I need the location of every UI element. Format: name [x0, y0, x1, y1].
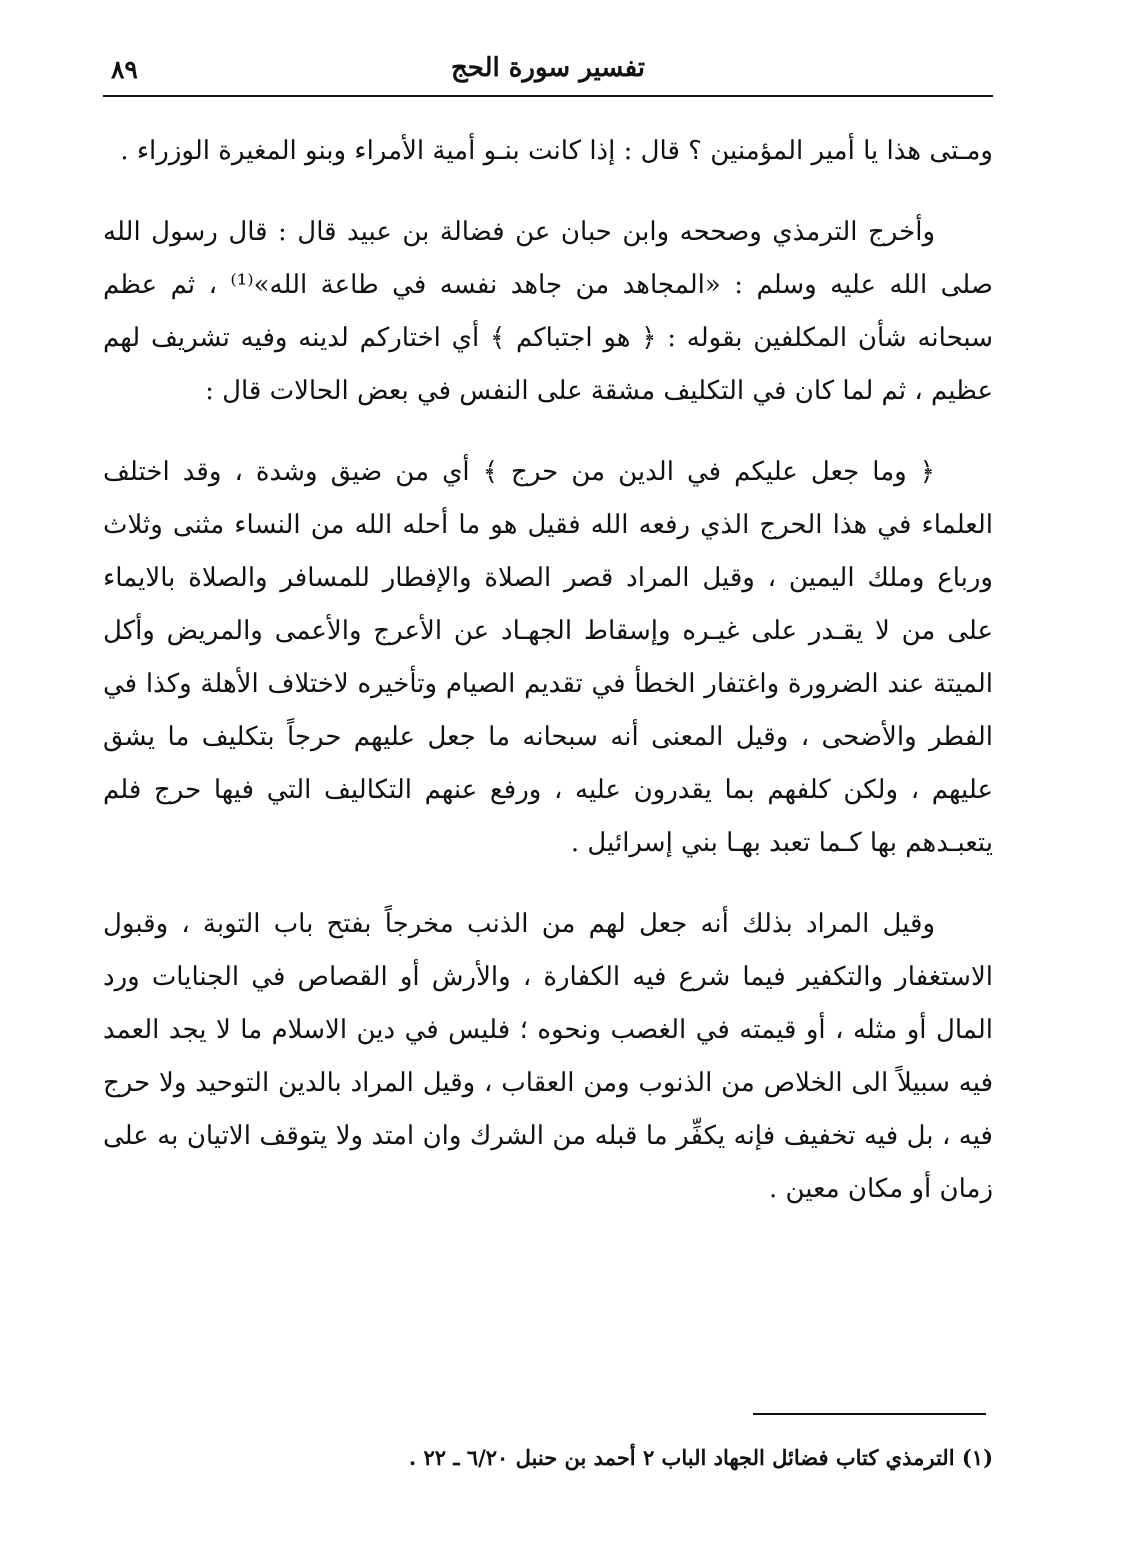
paragraph-2: وأخرج الترمذي وصححه وابن حبان عن فضالة بن عبيد قال : قال رسول الله صلى الله عليه وسلم : «المجاهد من جاهد نفسه في طاعة الله»⁽¹⁾ ، ثم عظم سبحانه شأن المكلفين بقوله : ﴿ هو اجتباكم ﴾ أي اختاركم لدينه وفيه تشريف لهم عظيم ، ثم لما كان في التكليف مشقة على النفس في بعض الحالات قال :: [103, 217, 993, 406]
page-header: [103, 45, 993, 95]
page-number: ٨٩: [111, 55, 138, 84]
running-title: تفسير سورة الحج: [451, 53, 645, 83]
footnote: (١) الترمذي كتاب فضائل الجهاد الباب ٢ أحمد بن حنبل ٦/٢٠ ـ ٢٢ .: [408, 1445, 993, 1470]
page-body: [103, 125, 993, 1244]
paragraph-4: وقيل المراد بذلك أنه جعل لهم من الذنب مخرجاً بفتح باب التوبة ، وقبول الاستغفار والتكفير فيما شرع فيه الكفارة ، والأرش أو القصاص في الجنايات ورد المال أو مثله ، أو قيمته في الغصب ونحوه ؛ فليس في دين الاسلام ما لا يجد العمد فيه سبيلاً الى الخلاص من الذنوب ومن العقاب ، وقيل المراد بالدين التوحيد ولا حرج فيه ، بل فيه تخفيف فإنه يكفِّر ما قبله من الشرك وان امتد ولا يتوقف الاتيان به على زمان أو مكان معين .: [103, 909, 993, 1204]
footnote-divider: [753, 1413, 986, 1415]
paragraph-3: ﴿ وما جعل عليكم في الدين من حرج ﴾ أي من ضيق وشدة ، وقد اختلف العلماء في هذا الحرج الذي رفعه الله فقيل هو ما أحله الله من النساء مثنى وثلاث ورباع وملك اليمين ، وقيل المراد قصر الصلاة والإفطار للمسافر والصلاة بالايماء على من لا يقـدر على غيـره وإسقاط الجهـاد عن الأعرج والأعمى والمريض وأكل الميتة عند الضرورة واغتفار الخطأ في تقديم الصيام وتأخيره لاختلاف الأهلة وكذا في الفطر والأضحى ، وقيل المعنى أنه سبحانه ما جعل عليهم حرجاً بتكليف ما يشق عليهم ، ولكن كلفهم بما يقدرون عليه ، ورفع عنهم التكاليف التي فيها حرج فلم يتعبـدهم بها كـما تعبد بهـا بني إسرائيل .: [103, 457, 993, 858]
paragraph-1: ومـتى هذا يا أمير المؤمنين ؟ قال : إذا كانت بنـو أمية الأمراء وبنو المغيرة الوزراء .: [120, 136, 993, 166]
header-divider: [103, 95, 993, 97]
